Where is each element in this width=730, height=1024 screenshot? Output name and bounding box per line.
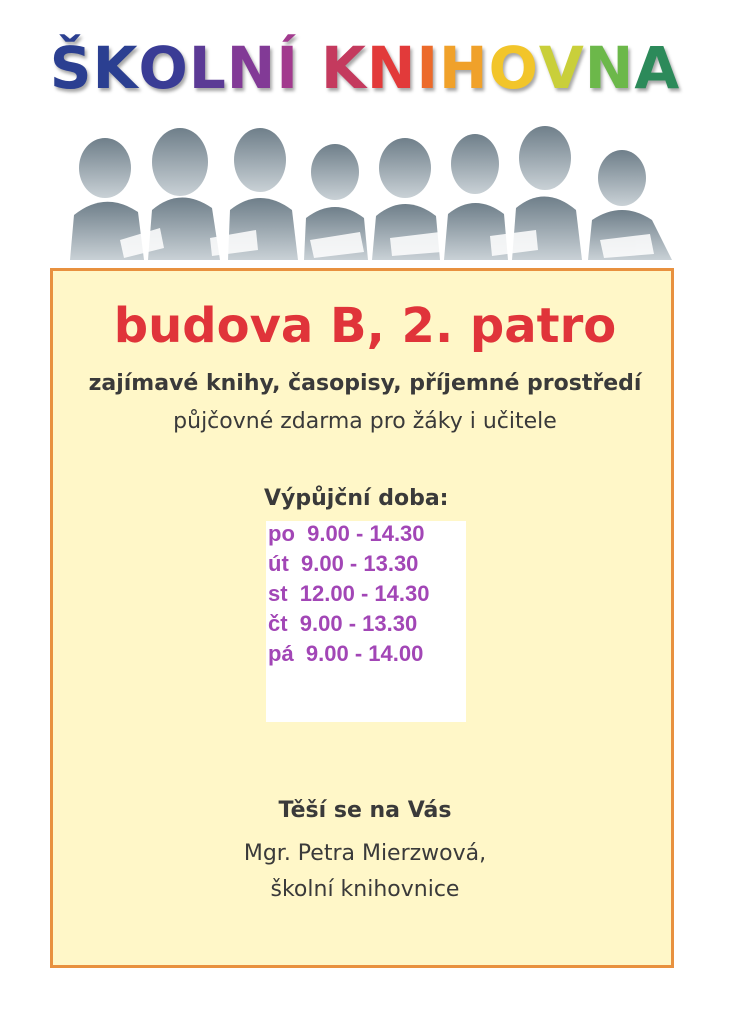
location-heading: budova B, 2. patro: [113, 298, 617, 354]
title-letter: K: [92, 34, 139, 102]
signature-name: Mgr. Petra Mierzwová,: [243, 841, 487, 866]
hours-row-friday: pá 9.00 - 14.00: [268, 641, 424, 666]
title-letter: N: [226, 34, 277, 102]
title-letter: I: [416, 34, 440, 102]
title-letter: [299, 28, 321, 108]
reading-children-illustration: [60, 120, 680, 260]
title-letter: H: [439, 34, 489, 102]
free-lending-line: půjčovné zdarma pro žáky i učitele: [173, 409, 557, 434]
hours-row-wednesday: st 12.00 - 14.30: [268, 581, 430, 606]
title-letter: N: [584, 34, 635, 102]
title-letter: L: [188, 34, 227, 102]
closing-greeting: Těší se na Vás: [278, 798, 452, 823]
hours-row-monday: po 9.00 - 14.30: [268, 521, 425, 546]
hours-row-tuesday: út 9.00 - 13.30: [268, 551, 419, 576]
library-title: [0, 28, 730, 108]
title-letter: O: [138, 34, 189, 102]
title-letter: K: [320, 34, 367, 102]
title-letter: V: [538, 34, 585, 102]
title-letter: A: [634, 34, 681, 102]
title-letter: N: [366, 34, 417, 102]
signature-role: školní knihovnice: [270, 877, 460, 902]
title-letter: Í: [276, 34, 299, 102]
title-letter: Š: [49, 34, 93, 102]
opening-hours-title: Výpůjční doba:: [264, 486, 449, 511]
hours-row-thursday: čt 9.00 - 13.30: [268, 611, 418, 636]
title-letter: O: [488, 34, 539, 102]
features-line: zajímavé knihy, časopisy, příjemné prostředí: [88, 371, 642, 396]
